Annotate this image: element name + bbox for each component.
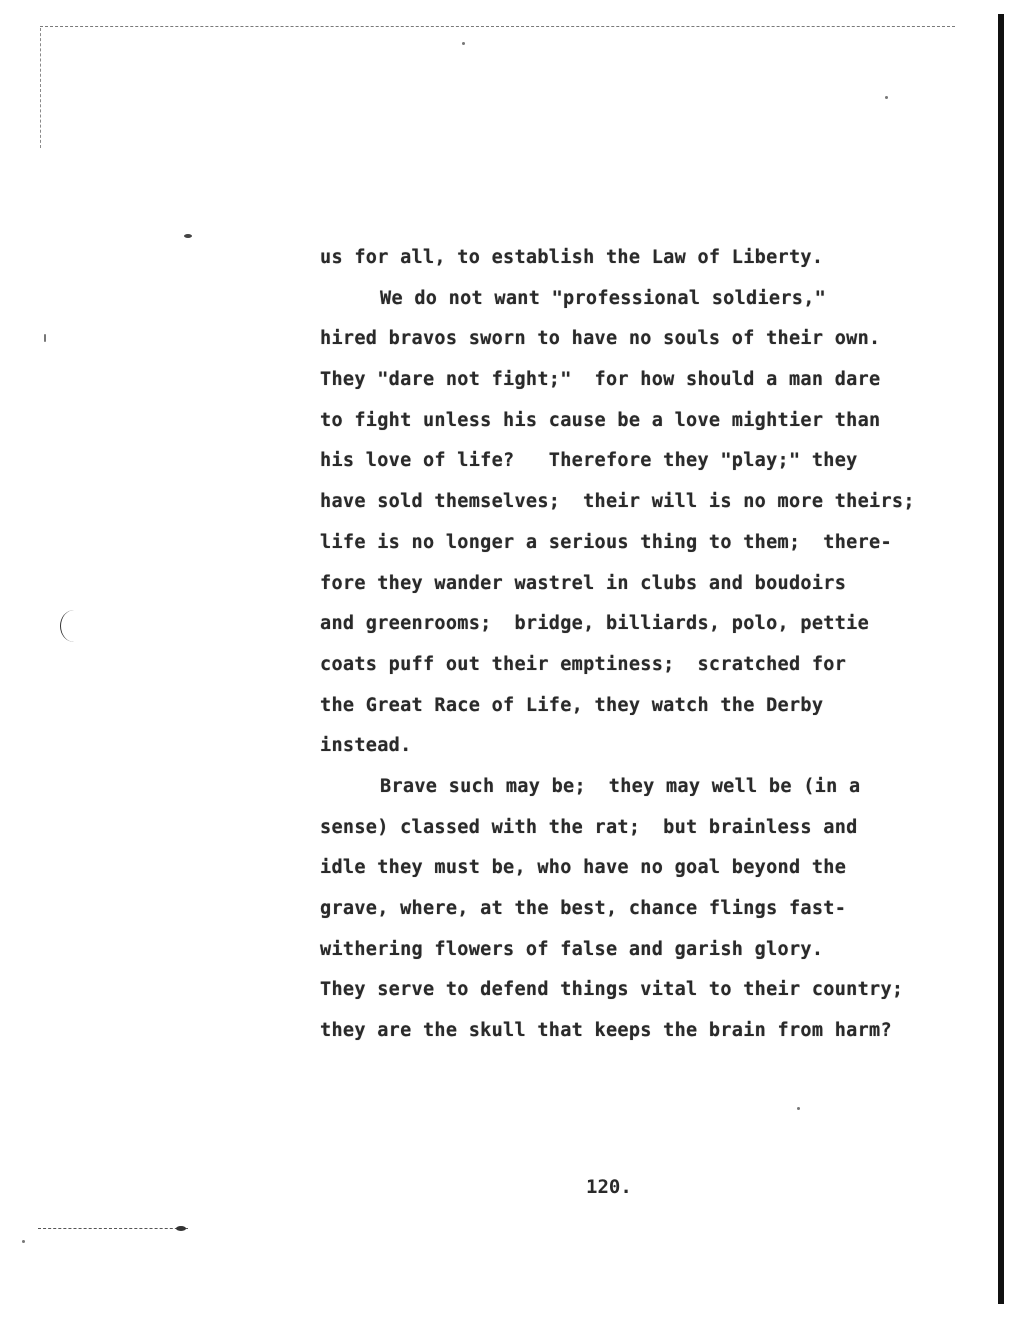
scan-border-bottom	[38, 1228, 188, 1229]
text-line: sense) classed with the rat; but brainless and	[320, 816, 858, 838]
text-line: grave, where, at the best, chance flings fast-	[320, 898, 847, 919]
scan-border-top	[40, 26, 955, 27]
text-line: They "dare not fight;" for how should a man dare	[320, 369, 881, 391]
scan-border-left	[40, 28, 41, 148]
text-line: Brave such may be; they may well be (in a	[380, 775, 861, 797]
text-line: and greenrooms; bridge, billiards, polo, pettie	[320, 613, 870, 635]
text-line: to fight unless his cause be a love mightier than	[320, 409, 881, 431]
text-line: coats puff out their emptiness; scratched for	[320, 653, 847, 675]
text-line: the Great Race of Life, they watch the Derby	[320, 694, 824, 716]
text-line: have sold themselves; their will is no more theirs;	[320, 491, 915, 513]
scan-speck	[885, 96, 888, 99]
text-line: We do not want "professional soldiers,"	[380, 287, 827, 309]
page-number: 120.	[586, 1176, 632, 1198]
text-line: instead.	[320, 735, 412, 757]
text-line: idle they must be, who have no goal beyond the	[320, 857, 847, 879]
scan-speck	[44, 334, 46, 342]
text-line: withering flowers of false and garish glory.	[320, 938, 824, 960]
text-line: life is no longer a serious thing to them; there-	[320, 531, 892, 553]
scan-speck	[462, 42, 465, 45]
text-line: hired bravos sworn to have no souls of their own.	[320, 328, 881, 350]
text-line: They serve to defend things vital to their country;	[320, 979, 904, 1001]
text-line: they are the skull that keeps the brain from harm?	[320, 1020, 892, 1042]
typed-text-body	[320, 238, 980, 1052]
margin-bracket-mark	[60, 610, 75, 642]
scan-speck	[22, 1240, 25, 1243]
scan-edge-bar	[998, 14, 1004, 1304]
text-line: his love of life? Therefore they "play;" they	[320, 450, 858, 472]
scan-speck	[184, 234, 192, 238]
scan-speck	[176, 1226, 186, 1231]
text-line: fore they wander wastrel in clubs and boudoirs	[320, 572, 847, 594]
scan-speck	[797, 1107, 800, 1110]
text-line: us for all, to establish the Law of Liberty.	[320, 247, 824, 268]
